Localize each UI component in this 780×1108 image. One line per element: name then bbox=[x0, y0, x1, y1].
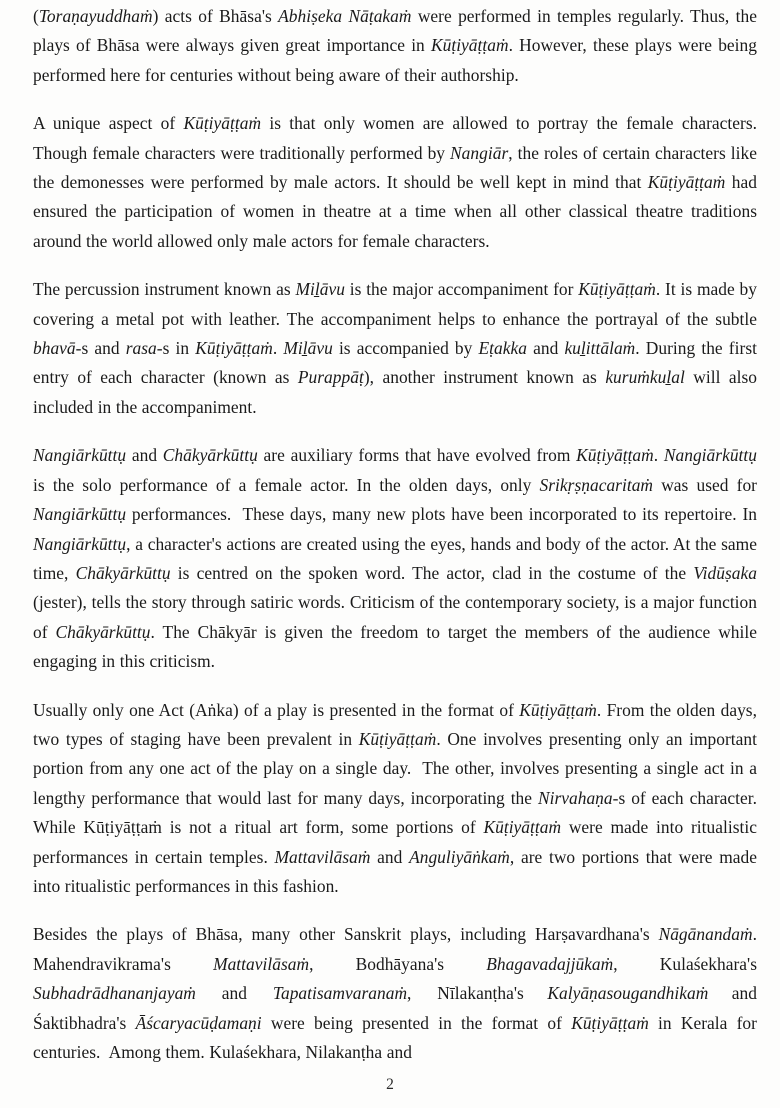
paragraph-2: A unique aspect of Kūṭiyāṭṭaṁ is that only women are allowed to portray the female characters. Though female characters were traditionally performed by Nangiār, the roles of certain characters like the demonesses were performed by male actors. It should be well kept in mind that Kūṭiyāṭṭaṁ had ensured the participation of women in theatre at a time when all other classical theatre traditions around the world allowed only male actors for female characters. bbox=[33, 113, 757, 251]
paragraph-3: The percussion instrument known as Miḻāvu is the major accompaniment for Kūṭiyāṭṭaṁ. It is made by covering a metal pot with leather. The accompaniment helps to enhance the portrayal of the subtle bhavā-s and rasa-s in Kūṭiyāṭṭaṁ. Miḻāvu is accompanied by Eṭakka and kuḻittālaṁ. During the first entry of each character (known as Purappāṭ), another instrument known as kuruṁkuḻal will also included in the accompaniment. bbox=[33, 279, 758, 417]
paragraph-6: Besides the plays of Bhāsa, many other Sanskrit plays, including Harṣavardhana's Nāgānandaṁ. Mahendravikrama's Mattavilāsaṁ, Bodhāyana's Bhagavadajjūkaṁ, Kulaśekhara's Subhadrādhananjayaṁ and Tapatisamvaranaṁ, Nīlakanṭha's Kalyāṇasougandhikaṁ and Śaktibhadra's Āścaryacūḍamaṇi were being presented in the format of Kūṭiyāṭṭaṁ in Kerala for centuries. Among them. Kulaśekhara, Nilakanṭha and bbox=[33, 924, 758, 1062]
paragraph-4: Nangiārkūttụ and Chākyārkūttụ are auxiliary forms that have evolved from Kūṭiyāṭṭaṁ. Nangiārkūttụ is the solo performance of a female actor. In the olden days, only Srikṛṣṇacaritaṁ was used for Nangiārkūttụ performances. These days, many new plots have been incorporated to its repertoire. In Nangiārkūttụ, a character's actions are created using the eyes, hands and body of the actor. At the same time, Chākyārkūttụ is centred on the spoken word. The actor, clad in the costume of the Vidūṣaka (jester), tells the story through satiric words. Criticism of the contemporary society, is a major function of Chākyārkūttụ. The Chākyār is given the freedom to target the members of the audience while engaging in this criticism. bbox=[33, 445, 758, 672]
paragraph-5: Usually only one Act (Aṅka) of a play is presented in the format of Kūṭiyāṭṭaṁ. From the olden days, two types of staging have been prevalent in Kūṭiyāṭṭaṁ. One involves presenting only an important portion from any one act of the play on a single day. The other, involves presenting a single act in a lengthy performance that would last for many days, incorporating the Nirvahaṇa-s of each character. While Kūṭiyāṭṭaṁ is not a ritual art form, some portions of Kūṭiyāṭṭaṁ were made into ritualistic performances in certain temples. Mattavilāsaṁ and Anguliyāṅkaṁ, are two portions that were made into ritualistic performances in this fashion. bbox=[33, 699, 757, 896]
paragraph-1: (Toraṇayuddhaṁ) acts of Bhāsa's Abhiṣeka Nāṭakaṁ were performed in temples regularly. Thus, the plays of Bhāsa were always given great importance in Kūṭiyāṭṭaṁ. However, these plays were being performed here for centuries without being aware of their authorship. bbox=[33, 6, 757, 85]
page-number: 2 bbox=[386, 1076, 394, 1093]
body-text-column bbox=[33, 2, 757, 1067]
